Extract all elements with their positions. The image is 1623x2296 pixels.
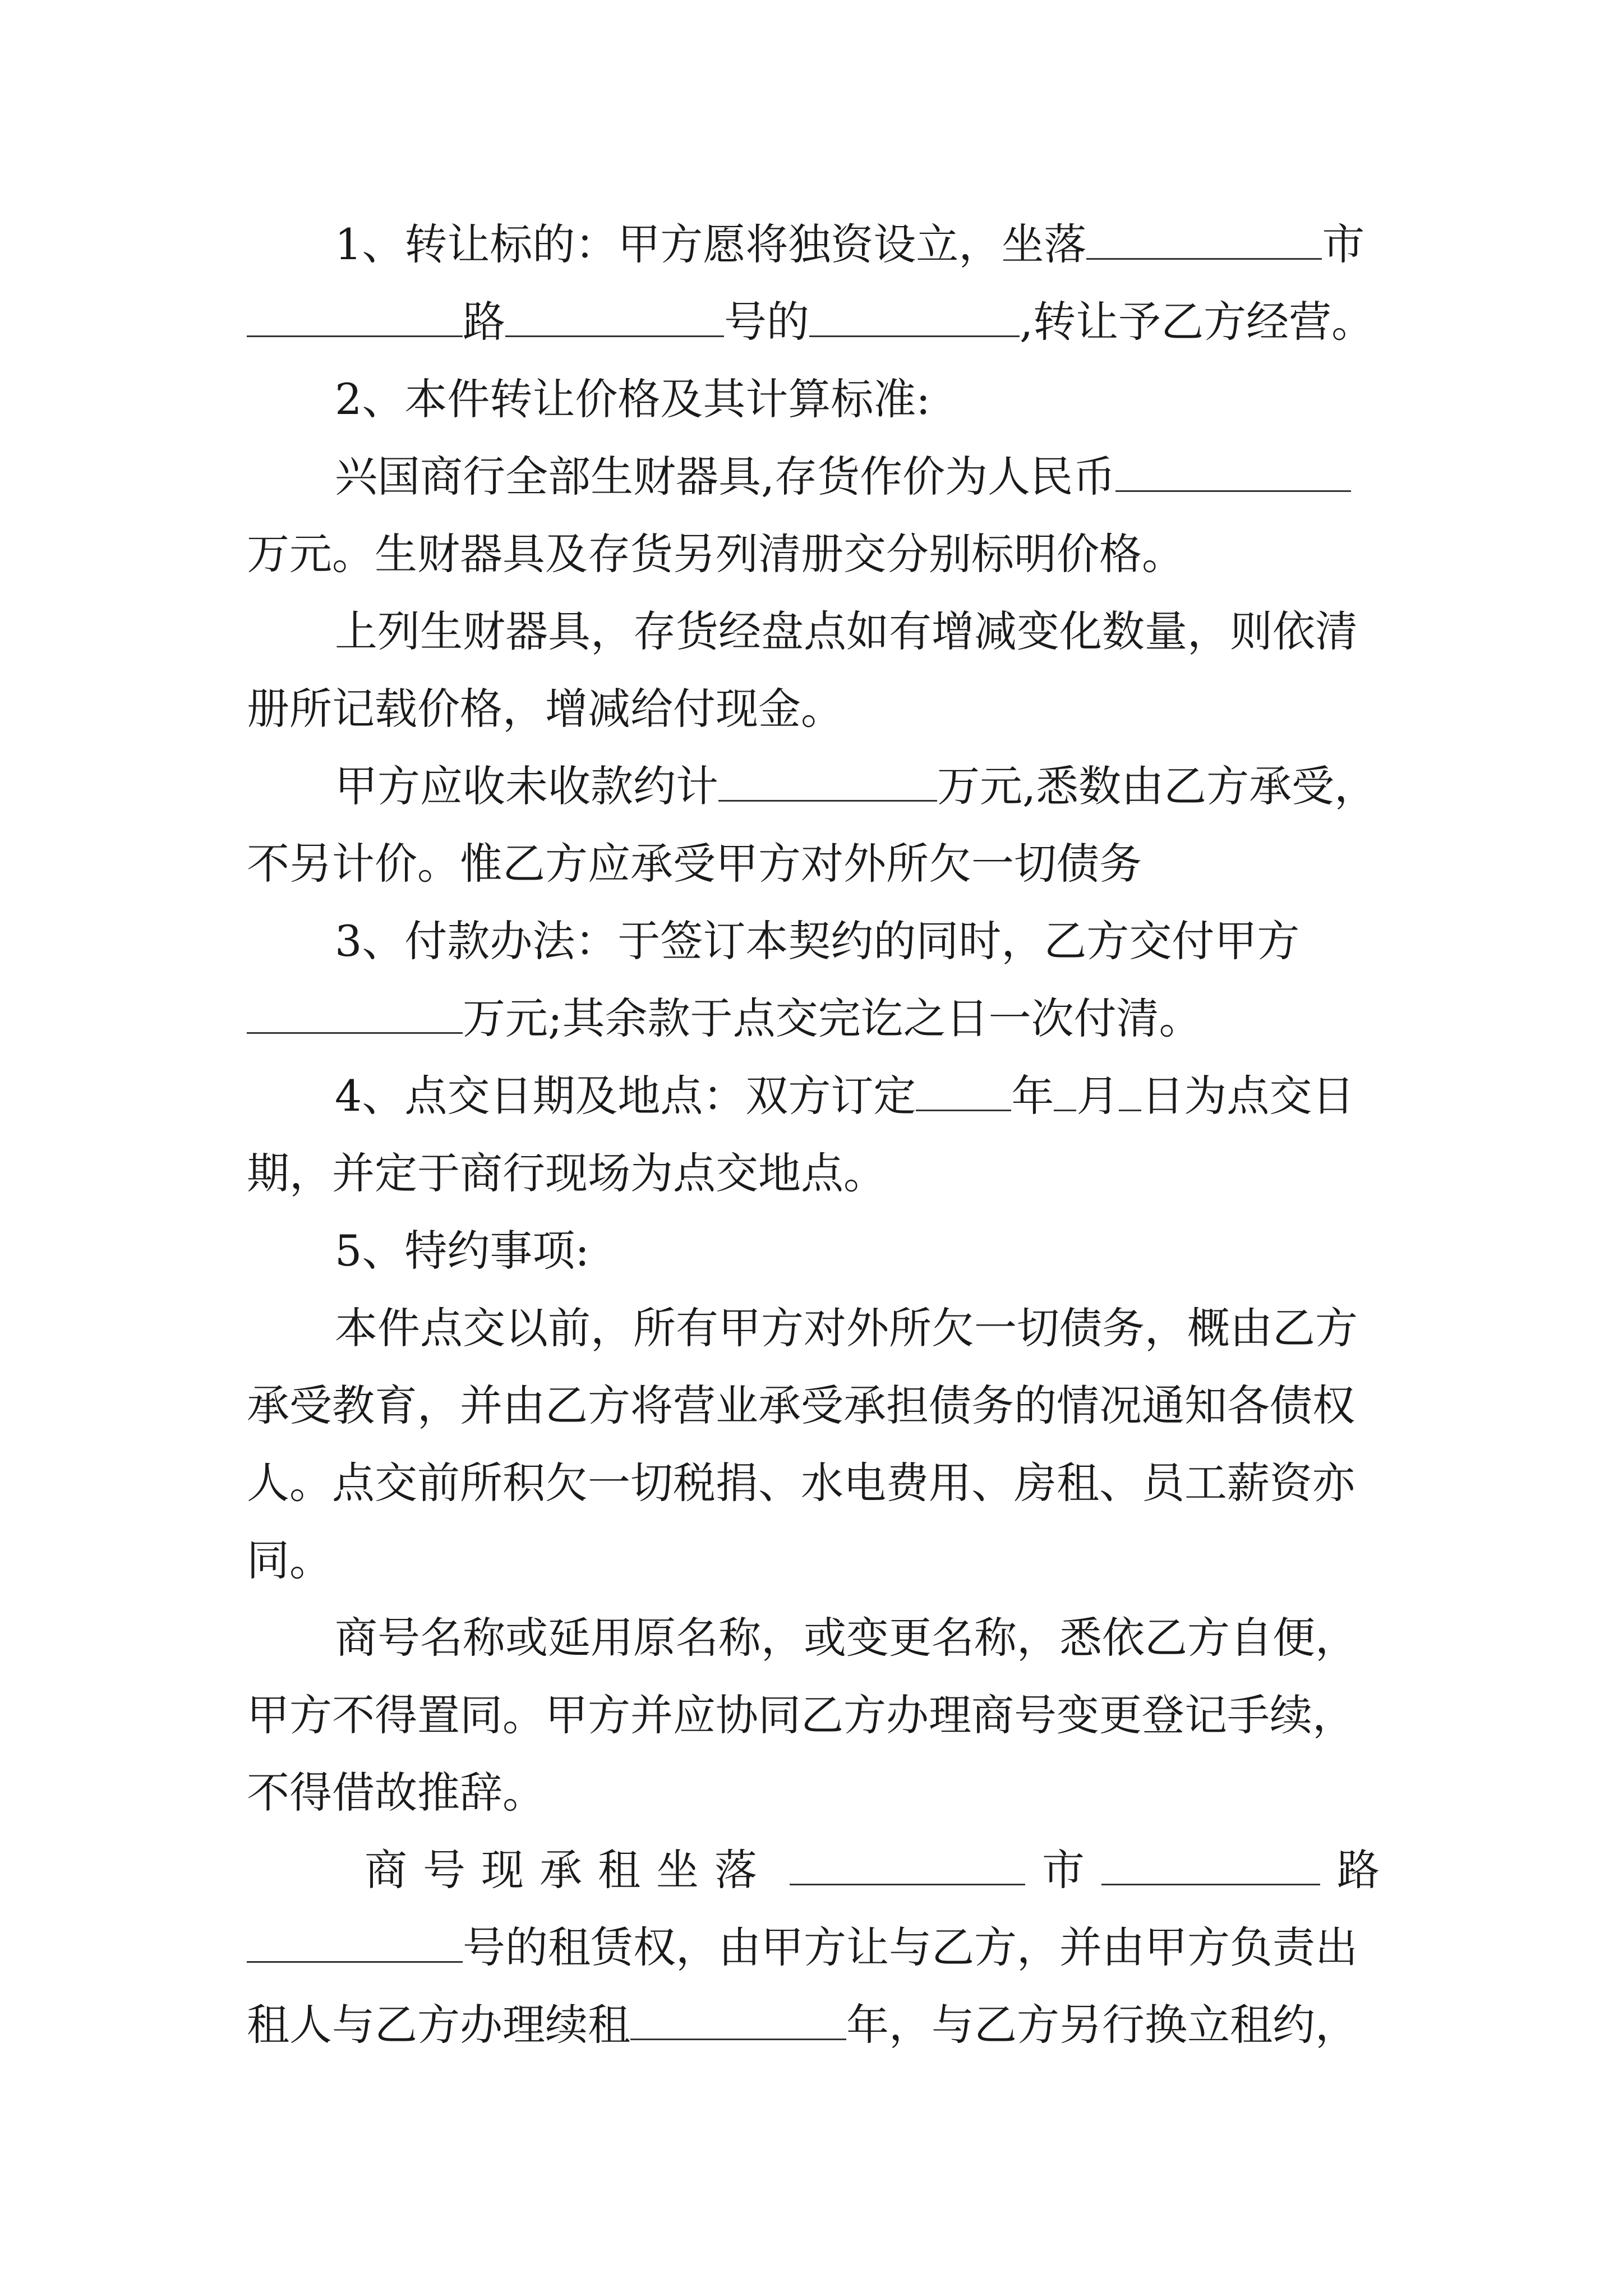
receivable-blank[interactable] [718, 753, 937, 802]
payment-blank[interactable] [247, 985, 463, 1034]
clause-3-line-2 [247, 985, 1380, 1052]
month-label: 月 [1076, 1071, 1119, 1121]
special-line-3 [247, 1450, 1380, 1517]
year-label: 年 [1011, 1071, 1054, 1121]
lease-text-3: 租人与乙方办理续租 [247, 2000, 630, 2050]
clause-4-line-2 [247, 1140, 1380, 1207]
name-line-1 [335, 1604, 1380, 1672]
inventory-line-1 [335, 598, 1380, 665]
lease-line-3 [247, 1991, 1380, 2059]
name-text-2: 甲方不得置同。甲方并应协同乙方办理商号变更登记手续， [247, 1690, 1355, 1740]
price-blank[interactable] [1115, 443, 1351, 492]
special-text-4: 同。 [247, 1535, 332, 1585]
special-line-2 [247, 1372, 1380, 1439]
inventory-line-2 [247, 675, 1380, 743]
price-text: 兴国商行全部生财器具,存货作价为人民币 [335, 452, 1116, 501]
renewal-years-blank[interactable] [630, 1991, 846, 2040]
transfer-text: ,转让予乙方经营。 [1020, 297, 1375, 347]
special-line-4 [247, 1527, 1380, 1594]
year-blank[interactable] [916, 1062, 1011, 1111]
number-label: 号的 [724, 297, 809, 347]
name-text-3: 不得借故推辞。 [247, 1768, 545, 1818]
day-blank[interactable] [1119, 1062, 1141, 1111]
receivable-text-1: 甲方应收未收款约计 [335, 761, 718, 811]
lease-line-1 [365, 1837, 1380, 1904]
name-line-3 [247, 1759, 1380, 1826]
lease-city-blank[interactable] [790, 1837, 1025, 1885]
price-text-2: 万元。生财器具及存货另列清册交分别标明价格。 [247, 529, 1184, 579]
lease-text-1: 商号现承租坐落 [365, 1845, 773, 1895]
special-text-3: 人。点交前所积欠一切税捐、水电费用、房租、员工薪资亦 [247, 1458, 1355, 1508]
road-label: 路 [463, 297, 505, 347]
clause-2-title: 2、本件转让价格及其计算标准: [335, 374, 930, 424]
receivable-text-2: 万元,悉数由乙方承受， [937, 761, 1377, 811]
payment-text: 万元;其余款于点交完讫之日一次付清。 [463, 993, 1202, 1043]
city-label: 市 [1322, 219, 1365, 269]
receivable-text-3: 不另计价。惟乙方应承受甲方对外所欠一切债务 [247, 839, 1142, 889]
number-blank[interactable] [505, 288, 724, 337]
clause-1-line-1 [335, 211, 1380, 278]
clause-3-text: 3、付款办法：于签订本契约的同时，乙方交付甲方 [335, 916, 1300, 966]
lease-text-4: 年，与乙方另行换立租约， [846, 2000, 1358, 2050]
clause-5-heading [335, 1217, 1380, 1285]
receivable-line-2 [247, 830, 1380, 898]
special-line-1 [335, 1295, 1380, 1362]
price-line-1 [335, 443, 1380, 510]
road-blank[interactable] [247, 288, 463, 337]
clause-2-heading [335, 366, 1380, 433]
day-text: 日为点交日 [1141, 1071, 1355, 1121]
city-blank[interactable] [1086, 211, 1322, 260]
month-blank[interactable] [1054, 1062, 1076, 1111]
lease-city-label: 市 [1042, 1845, 1085, 1895]
name-line-2 [247, 1682, 1380, 1749]
inventory-text-1: 上列生财器具，存货经盘点如有增减变化数量，则依清 [335, 606, 1358, 656]
special-text-2: 承受教育，并由乙方将营业承受承担债务的情况通知各债权 [247, 1381, 1355, 1430]
clause-4-text-2: 期，并定于商行现场为点交地点。 [247, 1148, 886, 1198]
receivable-line-1 [335, 753, 1380, 820]
price-line-2 [247, 521, 1380, 588]
clause-1-text: 1、转让标的：甲方愿将独资设立，坐落 [335, 219, 1087, 269]
lease-text-2: 号的租赁权，由甲方让与乙方，并由甲方负责出 [463, 1922, 1358, 1972]
lease-number-blank[interactable] [247, 1914, 463, 1963]
lease-road-blank[interactable] [1101, 1837, 1320, 1885]
special-text-1: 本件点交以前，所有甲方对外所欠一切债务，概由乙方 [335, 1303, 1358, 1353]
clause-4-text: 4、点交日期及地点：双方订定 [335, 1071, 916, 1121]
clause-3-line-1 [335, 908, 1380, 975]
name-text-1: 商号名称或延用原名称，或变更名称，悉依乙方自便， [335, 1613, 1358, 1663]
lease-line-2 [247, 1914, 1380, 1981]
clause-1-line-2 [247, 288, 1380, 356]
inventory-text-2: 册所记载价格，增减给付现金。 [247, 684, 843, 734]
business-blank[interactable] [809, 288, 1020, 337]
clause-5-title: 5、特约事项: [335, 1226, 589, 1276]
lease-road-label: 路 [1337, 1845, 1380, 1895]
clause-4-line-1 [335, 1062, 1380, 1130]
